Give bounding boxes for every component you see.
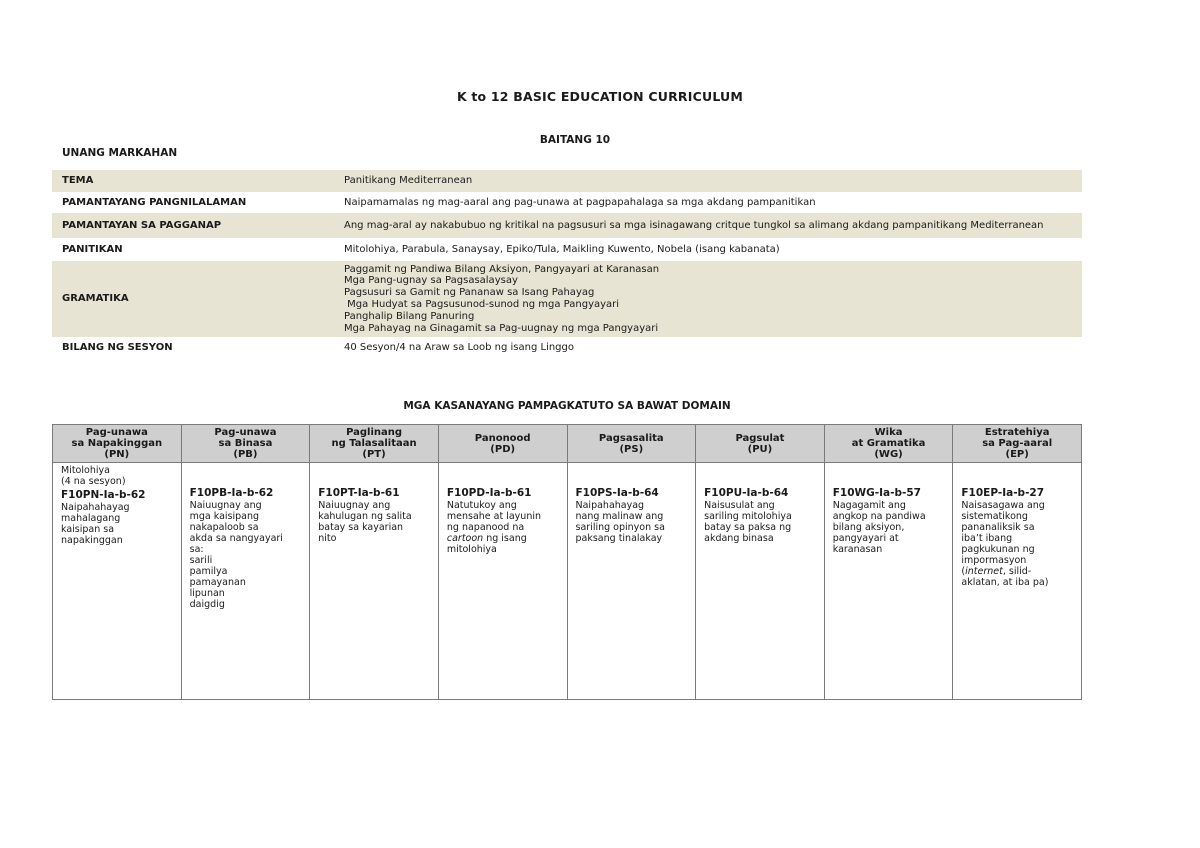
- info-value: Ang mag-aral ay nakabubuo ng kritikal na pagsusuri sa mga isinagawang critque tungkol sa alimang akdang pampanitikang Mediterranean: [334, 213, 1082, 238]
- competency-text: impormasyon: [961, 555, 1027, 566]
- competency-code: F10PD-Ia-b-61: [446, 487, 532, 499]
- domain-cell: [824, 463, 953, 700]
- competency-text: napakinggan: [61, 535, 123, 546]
- competency-text: pangyayari at: [832, 533, 899, 544]
- competency-text: pamayanan: [189, 577, 246, 588]
- competency-text: Naipahahayag: [575, 500, 645, 511]
- domain-header-line: Pag-unawa: [85, 427, 148, 438]
- domain-cell: [953, 463, 1082, 700]
- domain-header-line: sa Pag-aaral: [982, 438, 1053, 449]
- domain-header-line: (PB): [233, 449, 258, 460]
- domain-header-row: [53, 425, 1082, 463]
- competency-text: sarili: [189, 555, 213, 566]
- domain-header-line: (PD): [490, 443, 516, 455]
- spacer: [190, 465, 302, 487]
- competency-text: mitolohiya: [446, 544, 497, 555]
- domain-header-line: sa Napakinggan: [71, 438, 163, 449]
- info-row-gramatika: [52, 261, 1082, 337]
- competency-text: Naiuugnay ang: [318, 500, 391, 511]
- domain-cell: [310, 463, 439, 700]
- competency-text: akda sa nangyayari: [189, 533, 283, 544]
- info-row-tema: [52, 170, 1082, 192]
- domain-cell: [567, 463, 696, 700]
- competency-text: Naipahahayag: [61, 502, 130, 513]
- competency-text: Nagagamit ang: [832, 500, 906, 511]
- domain-header: [953, 425, 1082, 463]
- competency-code: F10PS-Ia-b-64: [575, 487, 659, 499]
- competency-text: karanasan: [832, 544, 883, 555]
- spacer: [961, 465, 1073, 487]
- competency-text: batay sa paksa ng: [704, 522, 792, 533]
- domain-header-line: Estratehiya: [984, 427, 1050, 438]
- domain-header-line: ng Talasalitaan: [331, 438, 417, 449]
- grammar-topic: Mga Hudyat sa Pagsusunod-sunod ng mga Pangyayari: [344, 299, 620, 310]
- spacer: [447, 465, 559, 487]
- domain-header: [181, 425, 310, 463]
- lesson-note: Mitolohiya: [61, 465, 110, 476]
- domain-content-row: [53, 463, 1082, 700]
- competency-code: F10PT-Ia-b-61: [318, 487, 400, 499]
- info-label: BILANG NG SESYON: [62, 342, 173, 353]
- domain-cell: [181, 463, 310, 700]
- info-value: Mitolohiya, Parabula, Sanaysay, Epiko/Tula, Maikling Kuwento, Nobela (isang kabanata): [344, 243, 780, 255]
- competency-code: F10WG-Ia-b-57: [832, 487, 921, 499]
- lesson-note: (4 na sesyon): [61, 476, 126, 487]
- curriculum-info-table: [52, 170, 1082, 359]
- info-label: PANITIKAN: [62, 243, 123, 255]
- competency-text: Naisasagawa ang: [961, 500, 1045, 511]
- info-row-sesyon: [52, 337, 1082, 359]
- grammar-topic: Panghalip Bilang Panuring: [344, 310, 475, 322]
- competency-text: (internet, silid-: [961, 566, 1032, 577]
- domain-cell: [438, 463, 567, 700]
- grammar-topic: Mga Pang-ugnay sa Pagsasalaysay: [344, 275, 518, 287]
- competency-text: kahulugan ng salita: [318, 511, 412, 522]
- competency-code: F10PU-Ia-b-64: [704, 487, 789, 499]
- competency-text: nakapaloob sa: [189, 522, 259, 533]
- competency-text: nito: [318, 533, 337, 544]
- domain-header-line: (PN): [104, 449, 130, 460]
- info-row-pagganap: [52, 213, 1082, 238]
- info-label: PAMANTAYAN SA PAGGANAP: [52, 213, 334, 238]
- competency-text: paksang tinalakay: [575, 533, 663, 544]
- grammar-topic: Pagsusuri sa Gamit ng Pananaw sa Isang Pahayag: [344, 287, 595, 299]
- info-label: GRAMATIKA: [52, 261, 334, 337]
- section-title: MGA KASANAYANG PAMPAGKATUTO SA BAWAT DOMAIN: [403, 400, 731, 412]
- info-value: Naipamamalas ng mag-aaral ang pag-unawa at pagpapahalaga sa mga akdang pampanitikan: [344, 196, 816, 208]
- domain-header-line: Panonood: [474, 432, 531, 444]
- competency-code: F10EP-Ia-b-27: [961, 487, 1045, 499]
- domain-header-line: Paglinang: [346, 427, 403, 438]
- competency-text: Naiuugnay ang: [189, 500, 262, 511]
- domain-header: [438, 425, 567, 463]
- competency-text: lipunan: [189, 588, 225, 599]
- competency-text: nang malinaw ang: [575, 511, 664, 522]
- info-value: 40 Sesyon/4 na Araw sa Loob ng isang Linggo: [344, 342, 574, 353]
- domain-header-line: Pagsasalita: [598, 432, 664, 444]
- spacer: [704, 465, 816, 487]
- info-value: Panitikang Mediterranean: [334, 170, 1082, 192]
- domain-header-line: (PS): [619, 443, 644, 455]
- domain-header-line: at Gramatika: [851, 438, 926, 449]
- competency-text: daigdig: [189, 599, 225, 610]
- info-row-pangnilalaman: [52, 192, 1082, 213]
- spacer: [833, 465, 945, 487]
- info-label: TEMA: [52, 170, 334, 192]
- grade-level: BAITANG 10: [539, 134, 611, 146]
- grammar-topic: Mga Pahayag na Ginagamit sa Pag-uugnay ng mga Pangyayari: [344, 322, 659, 334]
- domain-header-line: (PT): [362, 449, 386, 460]
- competency-text: akdang binasa: [704, 533, 774, 544]
- domain-header: [310, 425, 439, 463]
- domain-cell: [696, 463, 825, 700]
- competency-text: mensahe at layunin: [446, 511, 542, 522]
- competency-text: mahalagang: [61, 513, 121, 524]
- competency-text: Natutukoy ang: [446, 500, 517, 511]
- competency-text: pamilya: [189, 566, 228, 577]
- competency-text: sa:: [189, 544, 204, 555]
- spacer: [576, 465, 688, 487]
- domain-header-line: Wika: [874, 427, 903, 438]
- competency-text: iba’t ibang: [961, 533, 1013, 544]
- competency-text: batay sa kayarian: [318, 522, 404, 533]
- domain-header-line: Pagsulat: [735, 432, 785, 444]
- competency-text: pananaliksik sa: [961, 522, 1035, 533]
- competency-text: Naisusulat ang: [704, 500, 775, 511]
- domain-header-line: (PU): [747, 443, 773, 455]
- competency-text: bilang aksiyon,: [832, 522, 905, 533]
- competency-code: F10PN-Ia-b-62: [61, 489, 146, 501]
- info-row-panitikan: [52, 238, 1082, 261]
- domain-header: [824, 425, 953, 463]
- domain-header: [567, 425, 696, 463]
- competency-text: pagkukunan ng: [961, 544, 1035, 555]
- competency-text: cartoon ng isang: [446, 533, 527, 544]
- domain-header-line: sa Binasa: [218, 438, 273, 449]
- info-label: PAMANTAYANG PANGNILALAMAN: [62, 196, 247, 208]
- competency-text: sistematikong: [961, 511, 1028, 522]
- competency-text: sariling mitolohiya: [704, 511, 792, 522]
- quarter-label: UNANG MARKAHAN: [62, 147, 178, 159]
- domain-header-line: (EP): [1005, 449, 1029, 460]
- domain-header-line: Pag-unawa: [214, 427, 277, 438]
- competency-text: kaisipan sa: [61, 524, 115, 535]
- competency-text: ng napanood na: [446, 522, 525, 533]
- competency-text: sariling opinyon sa: [575, 522, 665, 533]
- spacer: [318, 465, 430, 487]
- domain-header: [53, 425, 182, 463]
- competency-text: aklatan, at iba pa): [961, 577, 1049, 588]
- competency-text: angkop na pandiwa: [832, 511, 926, 522]
- domain-cell: [53, 463, 182, 700]
- competency-text: mga kaisipang: [189, 511, 260, 522]
- competency-code: F10PB-Ia-b-62: [189, 487, 274, 499]
- domain-header-line: (WG): [874, 449, 903, 460]
- info-value-list: [334, 261, 1082, 337]
- grammar-topic: Paggamit ng Pandiwa Bilang Aksiyon, Pangyayari at Karanasan: [344, 263, 660, 275]
- domain-header: [696, 425, 825, 463]
- document-title: K to 12 BASIC EDUCATION CURRICULUM: [456, 89, 744, 104]
- domain-table: [52, 424, 1082, 700]
